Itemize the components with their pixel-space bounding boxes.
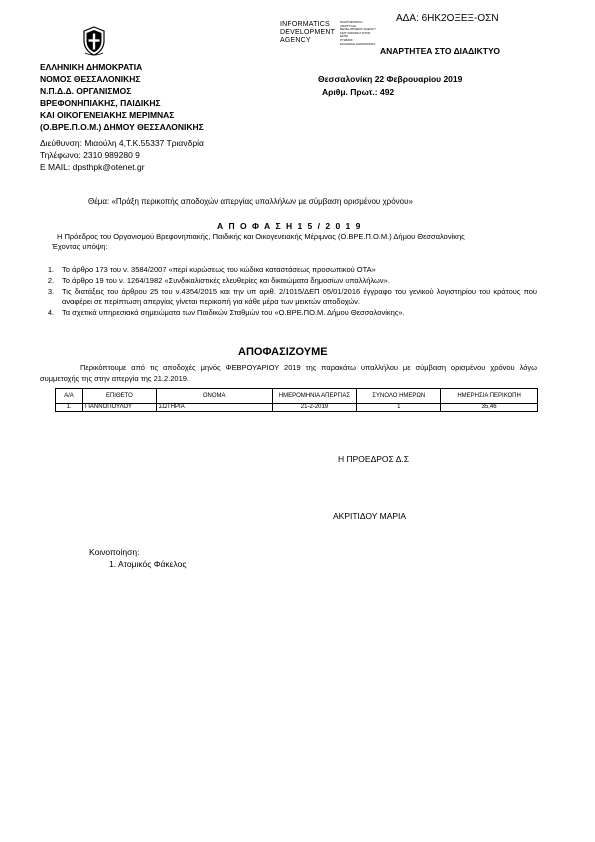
email-line: E MAIL: dpsthpk@otenet.gr	[40, 162, 145, 172]
contact-details	[40, 137, 204, 173]
notification-block	[89, 546, 186, 570]
cell: 1	[357, 404, 441, 412]
having-regard-label: Έχοντας υπόψη:	[52, 242, 108, 251]
cell: ΓΙΑΝΝΟΠΟΥΛΟΥ	[82, 404, 156, 412]
decide-paragraph: Περικόπτουμε από τις αποδοχές μηνός ΦΕΒΡΟΥΑΡΙΟΥ 2019 της παρακάτω υπαλλήλου με σύμβαση ορισμένου χρόνου λόγω συμμετοχής της στην απεργία της 21.2.2019.	[40, 363, 537, 383]
logo-line: INFORMATICS	[280, 21, 330, 28]
decide-heading: ΑΠΟΦΑΣΙΖΟΥΜΕ	[238, 346, 328, 358]
salary-cut-table	[55, 388, 538, 412]
header-line: ΝΟΜΟΣ ΘΕΣΣΑΛΟΝΙΚΗΣ	[40, 74, 141, 84]
publish-online-notice: ΑΝΑΡΤΗΤΕΑ ΣΤΟ ΔΙΑΔΙΚΤΥΟ	[380, 46, 500, 56]
col-header: ΟΝΟΜΑ	[156, 389, 272, 404]
informatics-agency-logo	[280, 21, 390, 45]
place-date-protocol	[318, 73, 462, 99]
header-line: ΚΑΙ ΟΙΚΟΓΕΝΕΙΑΚΗΣ ΜΕΡΙΜΝΑΣ	[40, 110, 175, 120]
col-header: Α/Α	[56, 389, 83, 404]
cell: ΣΩΤΗΡΙΑ	[156, 404, 272, 412]
logo-small-print: ΠΛΗΡΟΦΟΡΙΚΗ ΑΝΑΠΤΥΞΗ DEVELOPMENT AGENCY ΣΔΙΤ 2016/2017 ΕΤΟΣ ΕΣΠΑ ΡΥΘΜΟΣ ΕΛΛΗΝΙΚΗ ΔΗΜΟΚΡΑΤΙΑ	[340, 20, 376, 46]
logo-line: AGENCY	[280, 37, 311, 44]
intro-text: Η Πρόεδρος του Οργανισμού Βρεφονηπιακής, Παιδικής και Οικογενειακής Μέριμνας (Ο.ΒΡΕ.Π.Ο.Μ.) Δήμου Θεσσαλονίκης	[57, 232, 465, 241]
decision-title: Α Π Ο Φ Α Σ Η 1 5 / 2 0 1 9	[217, 221, 362, 231]
col-header: ΗΜΕΡΟΜΗΝΙΑ ΑΠΕΡΓΙΑΣ	[272, 389, 357, 404]
header-line: (Ο.ΒΡΕ.Π.Ο.Μ.) ΔΗΜΟΥ ΘΕΣΣΑΛΟΝΙΚΗΣ	[40, 122, 204, 132]
col-header: ΗΜΕΡΗΣΙΑ ΠΕΡΙΚΟΠΗ	[441, 389, 538, 404]
phone-line: Τηλέφωνο: 2310 989280 9	[40, 150, 140, 160]
issuer-header	[40, 61, 204, 133]
logo-line: DEVELOPMENT	[280, 29, 336, 36]
cell: 35,46	[441, 404, 538, 412]
protocol-number: Αριθμ. Πρωτ.: 492	[322, 87, 395, 97]
col-header: ΣΥΝΟΛΟ ΗΜΕΡΩΝ	[357, 389, 441, 404]
list-item: 2. Το άρθρο 19 του ν. 1264/1982 «Συνδικαλιστικές ελευθερίες και δικαιώματα δημοσίων υπαλλήλων».	[47, 276, 390, 285]
col-header: ΕΠΙΘΕΤΟ	[82, 389, 156, 404]
notification-item: 1. Ατομικός Φάκελος	[109, 559, 187, 569]
header-line: Ν.Π.Δ.Δ. ΟΡΓΑΝΙΣΜΟΣ	[40, 86, 132, 96]
header-line: ΕΛΛΗΝΙΚΗ ΔΗΜΟΚΡΑΤΙΑ	[40, 62, 143, 72]
subject-line: Θέμα: «Πράξη περικοπής αποδοχών απεργίας υπαλλήλων με σύμβαση ορισμένου χρόνου»	[88, 197, 413, 206]
list-item: 1. Το άρθρο 173 του ν. 3584/2007 «περί κυρώσεως του κώδικα καταστάσεως προσωπικού ΟΤΑ»	[47, 265, 376, 274]
cell: 21-2-2019	[272, 404, 357, 412]
greek-coat-of-arms-icon	[82, 26, 106, 56]
header-line: ΒΡΕΦΟΝΗΠΙΑΚΗΣ, ΠΑΙΔΙΚΗΣ	[40, 98, 161, 108]
notification-label: Κοινοποίηση:	[89, 547, 140, 557]
signature-name: ΑΚΡΙΤΙΔΟΥ ΜΑΡΙΑ	[333, 511, 407, 521]
address-line: Διεύθυνση: Μιαούλη 4,Τ.Κ.55337 Τριανδρία	[40, 138, 204, 148]
list-item: 4. Τα σχετικά υπηρεσιακά σημειώματα των Παιδικών Σταθμών του «Ο.ΒΡΕ.ΠΟ.Μ. Δήμου Θεσσαλονίκης».	[47, 308, 405, 317]
intro-paragraph	[40, 232, 537, 252]
table-header-row	[56, 389, 538, 404]
place-date: Θεσσαλονίκη 22 Φεβρουαρίου 2019	[318, 74, 463, 84]
considerations-list	[40, 265, 537, 319]
list-item: 3. Τις διατάξεις του άρθρου 25 του ν.4354/2015 και την υπ αριθ. 2/1015/ΔΕΠ 05/01/2016 έγγραφο του γενικού λογιστηρίου του κράτους που αναφέρει σε περίπτωση απεργίας γίνεται περικοπή για κάθε μέρα των μεικτών αποδοχών.	[47, 287, 537, 306]
ada-code: ΑΔΑ: 6ΗΚ2ΟΞΕΞ-ΟΣΝ	[396, 13, 499, 24]
signature-title: Η ΠΡΟΕΔΡΟΣ Δ.Σ	[338, 454, 409, 464]
cell: 1.	[56, 404, 83, 412]
table-row	[56, 404, 538, 412]
